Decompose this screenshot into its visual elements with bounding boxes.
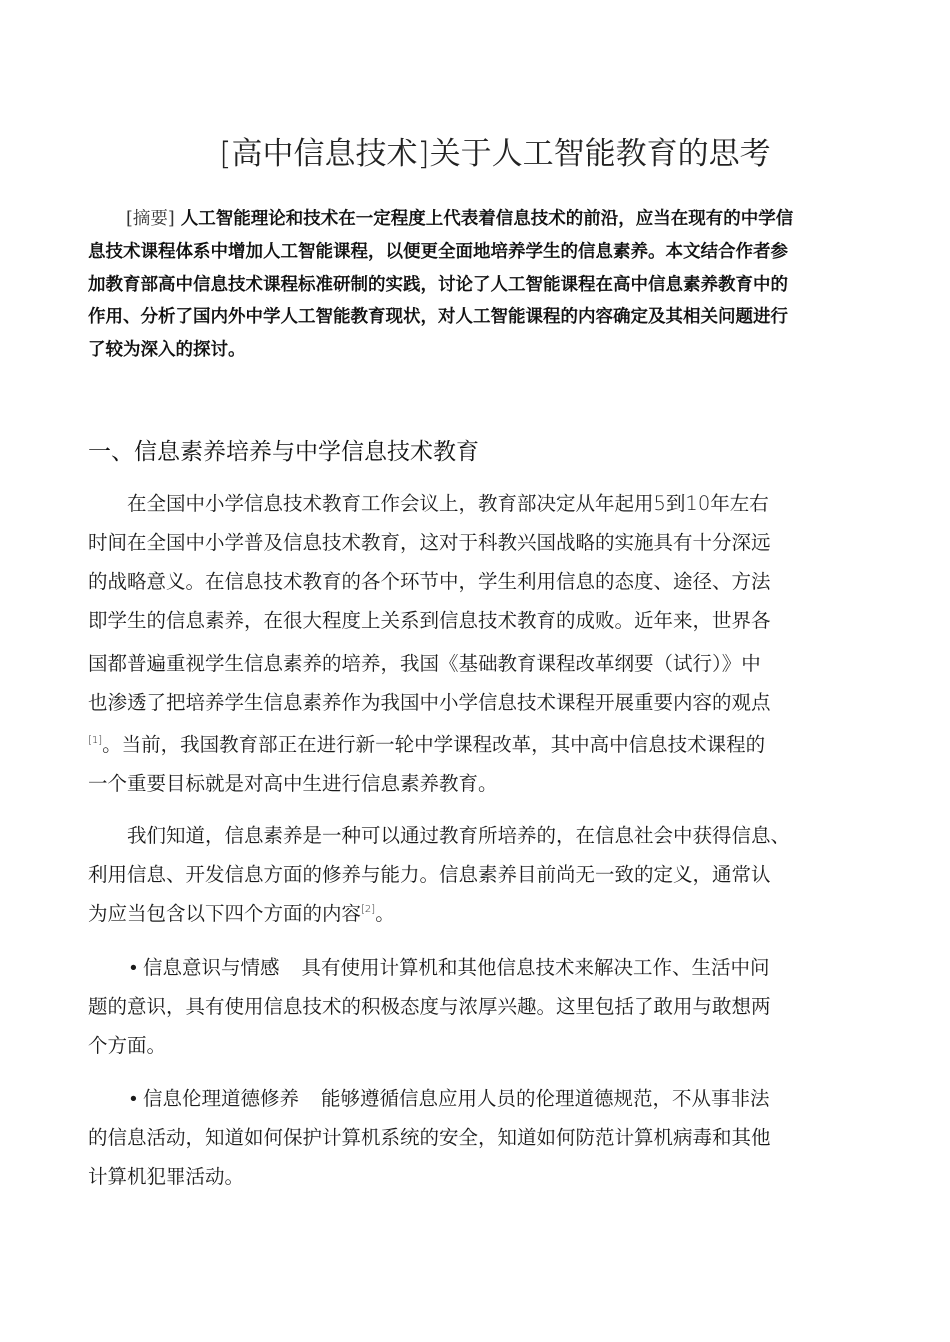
document-title: [高中信息技术]关于人工智能教育的思考 bbox=[219, 136, 771, 172]
para1-line-3: 的战略意义。在信息技术教育的各个环节中，学生利用信息的态度、途径、方法 bbox=[88, 570, 771, 593]
para2-line-3-end: 。 bbox=[375, 902, 395, 925]
bullet2-line-2: 的信息活动，知道如何保护计算机系统的安全，知道如何防范计算机病毒和其他 bbox=[88, 1126, 771, 1149]
para1-line-6: 也渗透了把培养学生信息素养作为我国中小学信息技术课程开展重要内容的观点 bbox=[88, 691, 771, 714]
para1-line-4: 即学生的信息素养，在很大程度上关系到信息技术教育的成败。近年来，世界各 bbox=[88, 609, 771, 632]
abstract-line-3: 加教育部高中信息技术课程标准研制的实践，讨论了人工智能课程在高中信息素养教育中的 bbox=[88, 275, 788, 295]
citation-2[interactable]: [2] bbox=[361, 904, 376, 915]
abstract-text: 人工智能理论和技术在一定程度上代表着信息技术的前沿，应当在现有的中学信 bbox=[180, 209, 794, 229]
para2-line-3-text: 为应当包含以下四个方面的内容 bbox=[88, 902, 362, 925]
bullet2-term: 信息伦理道德修养 bbox=[143, 1087, 300, 1110]
bullet-icon: • bbox=[130, 1087, 137, 1110]
section-heading: 一、信息素养培养与中学信息技术教育 bbox=[88, 439, 479, 465]
bullet2-line-1 bbox=[130, 1083, 770, 1111]
para1-line-5: 国都普遍重视学生信息素养的培养，我国《基础教育课程改革纲要（试行）》中 bbox=[88, 652, 761, 675]
abstract-line-4: 作用、分析了国内外中学人工智能教育现状，对人工智能课程的内容确定及其相关问题进行 bbox=[88, 307, 788, 327]
citation-1[interactable]: [1] bbox=[88, 735, 103, 746]
para2-line-2: 利用信息、开发信息方面的修养与能力。信息素养目前尚无一致的定义，通常认 bbox=[88, 863, 771, 886]
bullet1-text: 具有使用计算机和其他信息技术来解决工作、生活中问 bbox=[301, 956, 770, 979]
bullet1-term: 信息意识与情感 bbox=[143, 956, 280, 979]
para1-line-7-text: 。当前，我国教育部正在进行新一轮中学课程改革，其中高中信息技术课程的 bbox=[102, 733, 766, 756]
para2-line-3 bbox=[88, 898, 395, 926]
bullet1-line-3: 个方面。 bbox=[88, 1034, 167, 1057]
abstract-line-1 bbox=[126, 205, 793, 230]
para2-line-1: 我们知道，信息素养是一种可以通过教育所培养的，在信息社会中获得信息、 bbox=[127, 824, 791, 847]
abstract-line-5: 了较为深入的探讨。 bbox=[88, 340, 246, 360]
bullet1-line-2: 题的意识，具有使用信息技术的积极态度与浓厚兴趣。这里包括了敢用与敢想两 bbox=[88, 995, 771, 1018]
bullet2-line-3: 计算机犯罪活动。 bbox=[88, 1165, 245, 1188]
para1-line-7 bbox=[88, 729, 765, 757]
bullet2-text: 能够遵循信息应用人员的伦理道德规范，不从事非法 bbox=[321, 1087, 770, 1110]
para1-line-1: 在全国中小学信息技术教育工作会议上，教育部决定从年起用5到10年左右 bbox=[127, 492, 769, 515]
para1-line-2: 时间在全国中小学普及信息技术教育，这对于科教兴国战略的实施具有十分深远 bbox=[88, 531, 771, 554]
bullet1-line-1 bbox=[130, 952, 770, 980]
abstract-line-2: 息技术课程体系中增加人工智能课程，以便更全面地培养学生的信息素养。本文结合作者参 bbox=[88, 242, 788, 262]
abstract-label: [摘要] bbox=[126, 209, 175, 229]
bullet-icon: • bbox=[130, 956, 137, 979]
para1-line-8: 一个重要目标就是对高中生进行信息素养教育。 bbox=[88, 772, 498, 795]
